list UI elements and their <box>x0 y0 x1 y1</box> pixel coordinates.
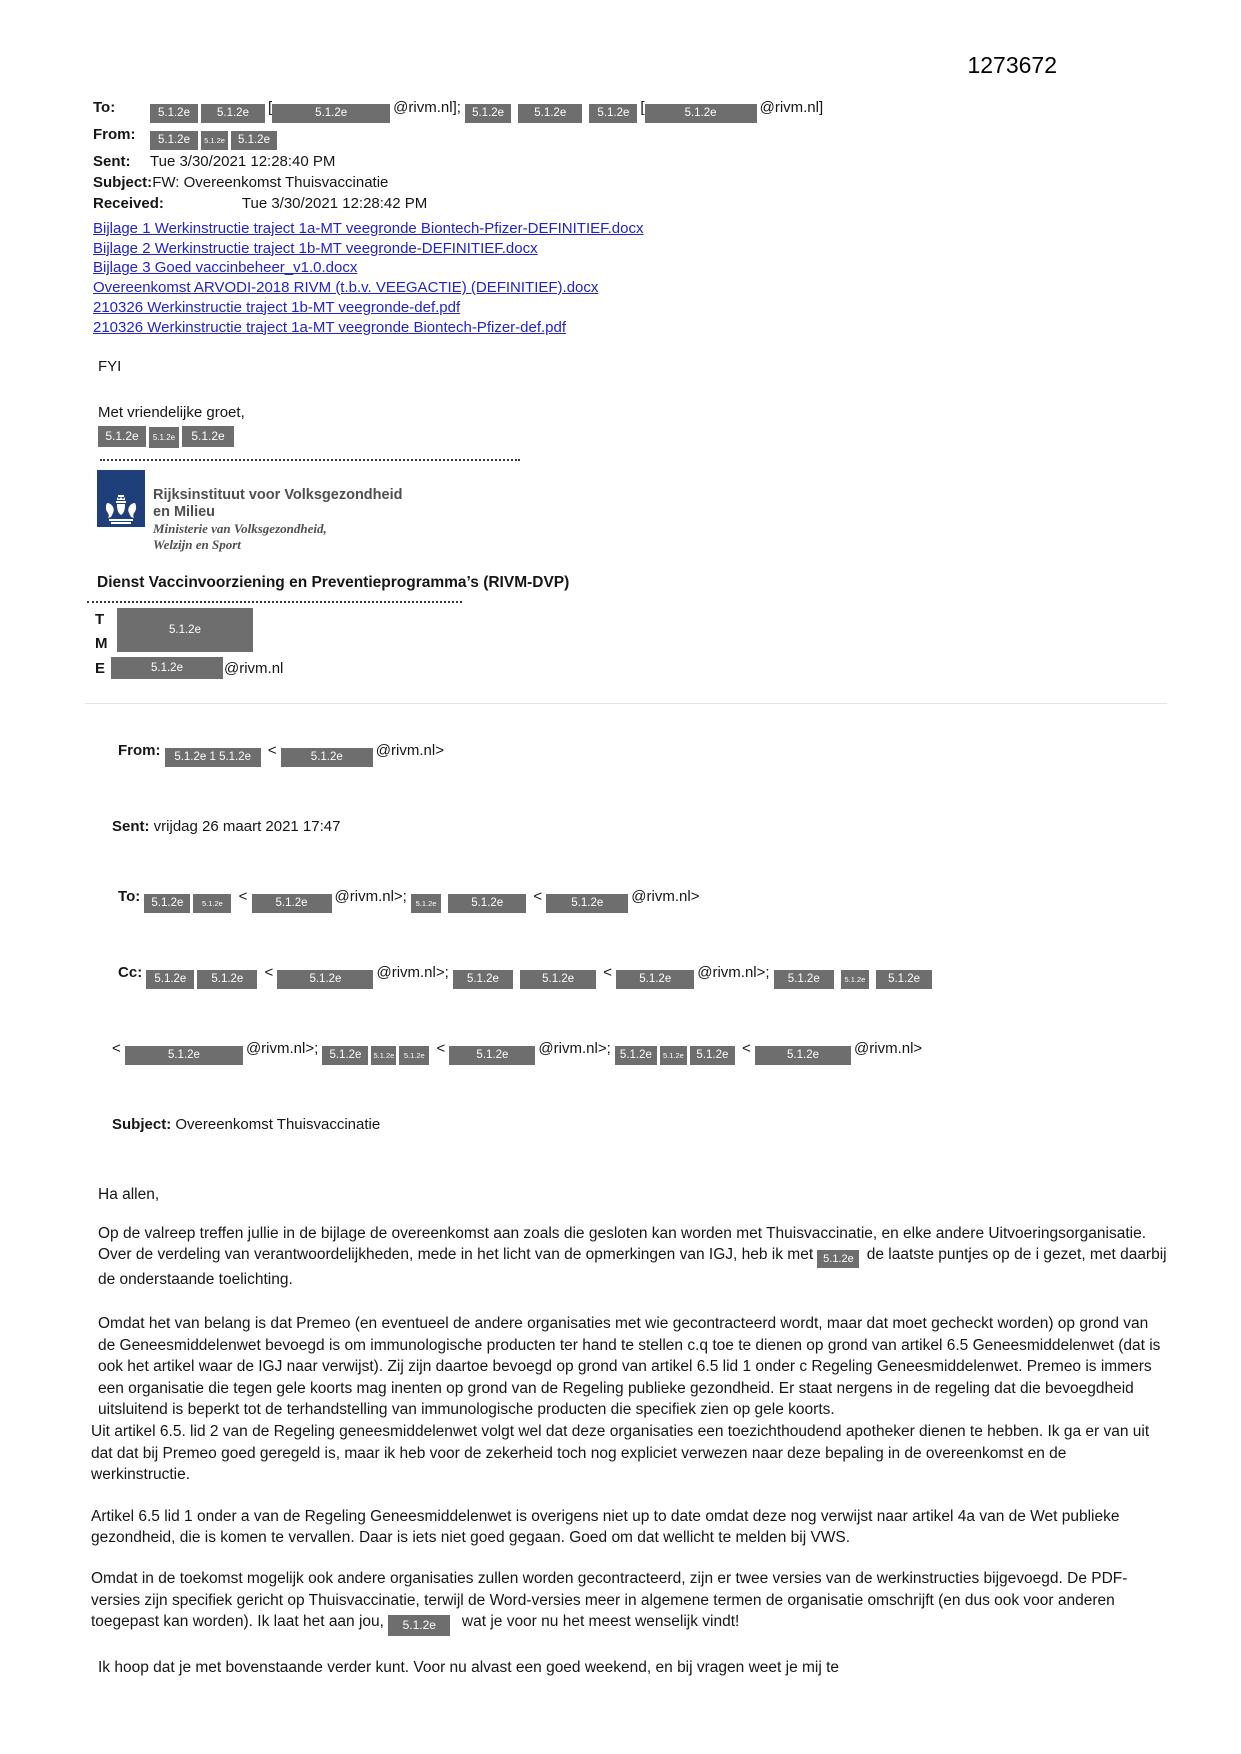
paragraph-3: Uit artikel 6.5. lid 2 van de Regeling geneesmiddelenwet volgt wel dat deze organisaties een toezichthoudend apotheker dienen te hebben. Ik ga er van uit dat dat bij Premeo goed geregeld is, maar ik heb voor de zekerheid toch nog expliciet verwezen naar deze bepaling in de overeenkomst en de werkinstructie. <box>91 1422 1154 1484</box>
email1-from-row <box>93 125 1168 151</box>
redaction-box: 5.1.2e <box>149 427 179 448</box>
email1-to-row <box>93 98 1168 124</box>
redaction-box: 5.1.2e <box>193 894 231 913</box>
redaction-box: 5.1.2e <box>281 748 373 767</box>
redaction-box: 5.1.2e <box>876 970 932 989</box>
dotted-divider <box>87 601 462 603</box>
header-text: @rivm.nl> <box>375 741 444 759</box>
redaction-box: 5.1.2e <box>277 970 373 989</box>
redaction-box: 5.1.2e <box>449 1046 535 1065</box>
contact-phone-row <box>95 607 1168 631</box>
redaction-box: 5.1.2e <box>201 104 265 123</box>
rivm-logo-block <box>97 470 1168 553</box>
phone-label: T <box>95 610 105 628</box>
rivm-logo-text <box>153 470 402 553</box>
subject-label: Subject: <box>93 174 153 191</box>
ministry-line2: Welzijn en Sport <box>153 537 241 553</box>
redaction-box: 5.1.2e <box>231 131 277 150</box>
redaction-box: 5.1.2e <box>411 894 441 913</box>
header-text: < <box>432 1040 450 1058</box>
redaction-box: 5.1.2e <box>453 970 513 989</box>
header-text: < <box>263 741 281 759</box>
email2-sent-row <box>87 791 1168 862</box>
department-title: Dienst Vaccinvoorziening en Preventieprogramma’s (RIVM-DVP) <box>97 574 570 592</box>
email1-sent-row <box>93 152 1168 172</box>
fyi-text: FYI <box>98 358 122 376</box>
attachment-list <box>93 219 1168 337</box>
header-text: < <box>737 1040 756 1058</box>
salutation: Ha allen, <box>98 1186 160 1204</box>
redaction-box: 5.1.2e <box>660 1046 687 1065</box>
received-value: Tue 3/30/2021 12:28:42 PM <box>241 195 428 212</box>
email2-cc-row-2 <box>87 1014 1168 1090</box>
header-text: < <box>599 964 617 982</box>
email-label: E <box>95 659 106 677</box>
subject-value: FW: Overeenkomst Thuisvaccinatie <box>152 174 389 191</box>
email1-received-row <box>93 194 1168 214</box>
redaction-box: 5.1.2e <box>589 104 637 123</box>
attachment-link[interactable]: Bijlage 3 Goed vaccinbeheer_v1.0.docx <box>93 259 358 277</box>
attachment-link[interactable]: 210326 Werkinstructie traject 1b-MT veegronde-def.pdf <box>93 298 461 316</box>
contact-mobile-row <box>95 631 1168 656</box>
paragraph-1 <box>98 1223 1171 1291</box>
redaction-box: 5.1.2e <box>841 970 869 989</box>
email2-from-row <box>93 715 1168 791</box>
redaction-box: 5.1.2e <box>371 1046 396 1065</box>
redaction-box: 5.1.2e <box>125 1046 243 1065</box>
redaction-box: 5.1.2e <box>616 970 694 989</box>
ministry-line1: Ministerie van Volksgezondheid, <box>153 521 327 537</box>
contact-email-row <box>95 656 1168 680</box>
paragraph-6: Ik hoop dat je met bovenstaande verder kunt. Voor nu alvast een goed weekend, en bij vragen weet je mij te <box>98 1659 840 1677</box>
redaction-box: 5.1.2e <box>520 970 596 989</box>
redaction-box: 5.1.2e <box>252 894 332 913</box>
email2-subject-row <box>87 1090 1168 1161</box>
redaction-box: 5.1.2e <box>817 1250 859 1268</box>
header-text: < <box>234 888 252 906</box>
sent-label: Sent: <box>112 817 150 835</box>
header-text: < <box>260 964 278 982</box>
subject-label: Subject: <box>112 1116 172 1134</box>
rivm-name-line1: Rijksinstituut voor Volksgezondheid <box>153 487 403 504</box>
rivm-crest-icon <box>97 470 145 527</box>
mobile-label: M <box>95 635 108 653</box>
redaction-box: 5.1.2e <box>518 104 582 123</box>
header-text: @rivm.nl] <box>759 99 824 116</box>
redaction-box-large: 5.1.2e <box>117 608 253 652</box>
redaction-box: 5.1.2e <box>774 970 834 989</box>
paragraph-text: Omdat in de toekomst mogelijk ook andere organisaties zullen worden gecontracteerd, zijn er twee versies van de werkinstructies bijgevoegd. De PDF-versies zijn specifiek gericht op Thuisvaccinatie, terwijl de Word-versies meer in algemene termen de organisatie omschrijft (en dus ook voor anderen toegepast kan worden). Ik laat het aan jou, <box>91 1569 1128 1631</box>
redaction-box: 5.1.2e <box>272 104 390 123</box>
cc-label: Cc: <box>118 964 143 982</box>
header-text: [ <box>268 99 273 116</box>
header-text: @rivm.nl>; <box>538 1040 615 1058</box>
paragraph-4: Artikel 6.5 lid 1 onder a van de Regeling Geneesmiddelenwet is overigens niet up to date omdat deze nog verwijst naar artikel 4a van de Wet publieke gezondheid, die is komen te vervallen. Daar is iets niet goed gegaan. Goed om dat wellicht te melden bij VWS. <box>91 1507 1124 1547</box>
email-body <box>91 1184 1171 1679</box>
header-text: @rivm.nl>; <box>697 964 774 982</box>
header-text: @rivm.nl>; <box>245 1040 323 1058</box>
cc-value-line2 <box>112 1040 923 1062</box>
section-divider <box>85 703 1167 704</box>
signature-redactions <box>98 423 1168 445</box>
email1-subject-row <box>93 173 1168 193</box>
header-text: @rivm.nl> <box>631 888 700 906</box>
redaction-box: 5.1.2e <box>645 104 757 123</box>
attachment-link[interactable]: Bijlage 1 Werkinstructie traject 1a-MT veegronde Biontech-Pfizer-DEFINITIEF.docx <box>93 220 644 237</box>
document-content <box>91 98 1171 1679</box>
from-value <box>150 125 280 151</box>
attachment-link[interactable]: Overeenkomst ARVODI-2018 RIVM (t.b.v. VEEGACTIE) (DEFINITIEF).docx <box>93 279 599 297</box>
attachment-link[interactable]: Bijlage 2 Werkinstructie traject 1b-MT veegronde-DEFINITIEF.docx <box>93 239 538 257</box>
paragraph-text: de laatste puntjes op de i gezet, met daarbij de onderstaande toelichting. <box>98 1246 1171 1289</box>
redaction-box: 5.1.2e <box>546 894 628 913</box>
redaction-box: 5.1.2e <box>201 131 228 150</box>
redaction-box: 5.1.2e <box>448 894 526 913</box>
from-label: From: <box>93 126 136 143</box>
from-label: From: <box>118 741 161 759</box>
rivm-name-line2: en Milieu <box>153 504 216 521</box>
header-text: < <box>529 888 547 906</box>
email1-header <box>93 98 1168 214</box>
redaction-box: 5.1.2e <box>146 970 194 989</box>
to-value <box>140 888 700 910</box>
dotted-divider <box>100 459 520 461</box>
from-value <box>161 741 444 763</box>
sent-value: vrijdag 26 maart 2021 17:47 <box>149 817 341 835</box>
to-label: To: <box>118 888 141 906</box>
redaction-box: 5.1.2e <box>322 1046 368 1065</box>
sent-value: Tue 3/30/2021 12:28:40 PM <box>150 153 336 170</box>
redaction-box: 5.1.2e <box>755 1046 851 1065</box>
header-text: [ <box>640 99 645 116</box>
header-text: < <box>112 1040 125 1058</box>
paragraph-text: wat je voor nu het meest wenselijk vindt! <box>453 1613 740 1631</box>
to-label: To: <box>93 99 116 116</box>
cc-value-line1 <box>142 964 935 986</box>
paragraph-2: Omdat het van belang is dat Premeo (en eventueel de andere organisaties met wie gecontracteerd wordt, maar dat moet gecheckt worden) op grond van de Geneesmiddelenwet bevoegd is om immunologische producten ter hand te stellen c.q toe te dienen op grond van artikel 6.5 Geneesmiddelenwet (dat is ook het artikel waar de IGJ naar verwijst). Zij zijn daartoe bevoegd op grond van artikel 6.5 lid 1 onder c Regeling Geneesmiddelenwet. Premeo is immers een organisatie die tegen gele koorts mag inenten op grond van de Regeling publieke gezondheid. Er staat nergens in de regeling dat die bevoegdheid uitsluitend is beperkt tot de terhandstelling van immunologische producten die specifiek zien op gele koorts. <box>98 1315 1165 1419</box>
sent-label: Sent: <box>93 153 131 170</box>
redaction-box: 5.1.2e <box>150 131 198 150</box>
redaction-box: 5.1.2e <box>111 657 223 679</box>
to-value <box>150 98 823 124</box>
redaction-box: 5.1.2e <box>388 1615 450 1636</box>
redaction-box: 5.1.2e <box>465 104 511 123</box>
email-domain: @rivm.nl <box>224 659 284 677</box>
document-number: 1273672 <box>967 52 1057 78</box>
redaction-box: 5.1.2e 1 5.1.2e <box>165 748 261 767</box>
attachment-link[interactable]: 210326 Werkinstructie traject 1a-MT veegronde Biontech-Pfizer-def.pdf <box>93 318 567 336</box>
redaction-box: 5.1.2e <box>690 1046 735 1065</box>
header-text: @rivm.nl>; <box>334 888 412 906</box>
redaction-box: 5.1.2e <box>399 1046 429 1065</box>
greeting-text: Met vriendelijke groet, <box>98 404 245 422</box>
email2-header <box>87 715 1168 1160</box>
contact-details <box>95 607 1168 683</box>
redaction-box: 5.1.2e <box>615 1046 657 1065</box>
redaction-box: 5.1.2e <box>150 104 198 123</box>
header-text: @rivm.nl> <box>854 1040 923 1058</box>
redaction-box: 5.1.2e <box>197 970 257 989</box>
received-label: Received: <box>93 195 164 212</box>
redaction-box: 5.1.2e <box>182 426 234 447</box>
subject-value: Overeenkomst Thuisvaccinatie <box>171 1116 381 1134</box>
paragraph-text: Op de valreep treffen jullie in de bijlage de overeenkomst aan zoals die gesloten kan worden met Thuisvaccinatie, en elke andere Uitvoeringsorganisatie. Over de verdeling van verantwoordelijkheden, mede in het licht van de opmerkingen van IGJ, heb ik met <box>98 1224 1151 1264</box>
email2-cc-row <box>93 938 1168 1014</box>
paragraph-5 <box>91 1568 1168 1637</box>
redaction-box: 5.1.2e <box>98 426 146 447</box>
header-text: @rivm.nl]; <box>393 99 466 116</box>
email2-to-row <box>93 862 1168 938</box>
header-text: @rivm.nl>; <box>376 964 453 982</box>
redaction-box: 5.1.2e <box>144 894 190 913</box>
